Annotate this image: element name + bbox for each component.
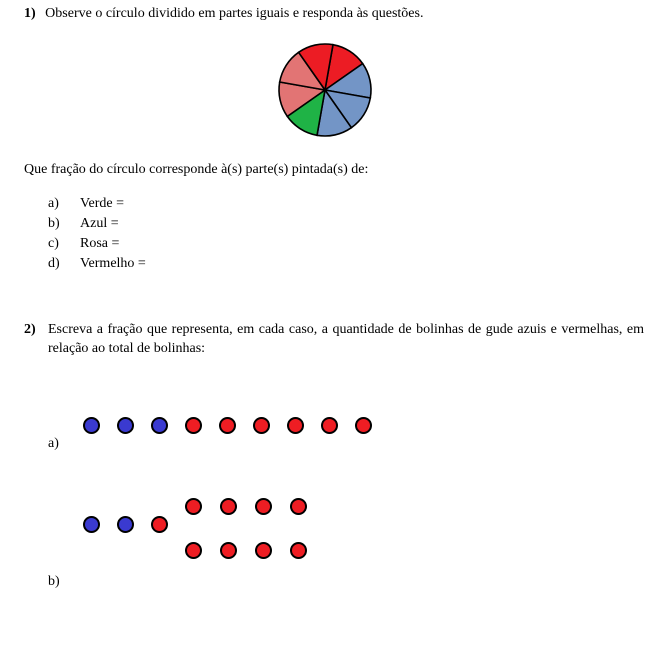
- red-marble: [255, 542, 272, 559]
- blue-marble: [117, 417, 134, 434]
- red-marble: [185, 498, 202, 515]
- group-b-label: b): [48, 574, 60, 589]
- question-1-prompt: Que fração do círculo corresponde à(s) parte(s) pintada(s) de:: [24, 162, 369, 177]
- red-marble: [219, 417, 236, 434]
- red-marble: [321, 417, 338, 434]
- option-b-text: Azul =: [80, 216, 119, 231]
- option-c: [48, 236, 119, 252]
- blue-marble: [83, 417, 100, 434]
- red-marble: [185, 417, 202, 434]
- option-a: [48, 196, 124, 212]
- option-c-text: Rosa =: [80, 236, 120, 251]
- option-d-text: Vermelho =: [80, 256, 146, 271]
- divided-circle: [275, 40, 375, 140]
- red-marble: [290, 498, 307, 515]
- red-marble: [151, 516, 168, 533]
- option-c-letter: c): [48, 236, 59, 251]
- red-marble: [253, 417, 270, 434]
- question-2-number: 2): [24, 322, 36, 337]
- option-b-letter: b): [48, 216, 60, 231]
- option-a-letter: a): [48, 196, 59, 211]
- blue-marble: [151, 417, 168, 434]
- question-1: [24, 6, 423, 22]
- red-marble: [255, 498, 272, 515]
- red-marble: [290, 542, 307, 559]
- question-1-number: 1): [24, 6, 36, 21]
- blue-marble: [83, 516, 100, 533]
- red-marble: [355, 417, 372, 434]
- option-b: [48, 216, 119, 232]
- red-marble: [220, 498, 237, 515]
- question-2-text: Escreva a fração que representa, em cada caso, a quantidade de bolinhas de gude azuis e vermelhas, em relação ao total de bolinhas:: [48, 322, 644, 356]
- option-d: [48, 256, 146, 272]
- red-marble: [185, 542, 202, 559]
- red-marble: [287, 417, 304, 434]
- question-2: [24, 320, 644, 358]
- option-d-letter: d): [48, 256, 60, 271]
- blue-marble: [117, 516, 134, 533]
- question-1-text: Observe o círculo dividido em partes iguais e responda às questões.: [45, 6, 424, 21]
- group-a-label: a): [48, 436, 59, 451]
- red-marble: [220, 542, 237, 559]
- option-a-text: Verde =: [80, 196, 125, 211]
